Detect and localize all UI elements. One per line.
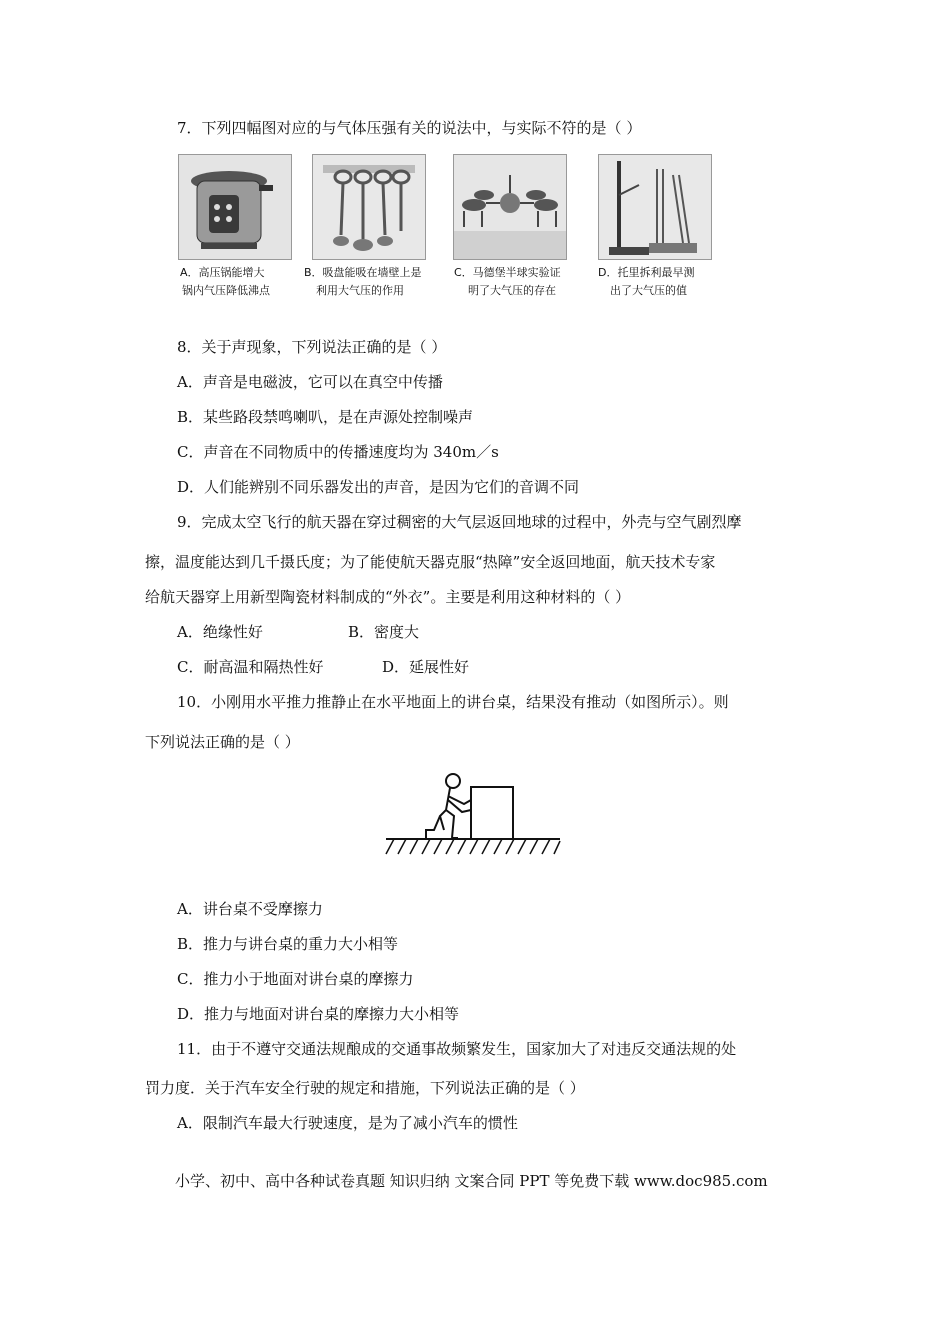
person-pushing-desk-diagram [380,770,565,860]
magdeburg-hemispheres-image [453,154,567,260]
q10-option-a: A．讲台桌不受摩擦力 [177,900,323,918]
q8-option-a: A．声音是电磁波，它可以在真空中传播 [177,373,443,391]
pressure-cooker-image [178,154,292,260]
q8-stem: 8．关于声现象，下列说法正确的是（ ） [177,338,447,356]
q9-option-d: D．延展性好 [382,658,470,676]
q10-option-b: B．推力与讲台桌的重力大小相等 [177,935,399,953]
q7-caption-d: D．托里拆利最早测 出了大气压的值 [598,266,695,297]
q11-stem-line1: 11．由于不遵守交通法规酿成的交通事故频繁发生，国家加大了对违反交通法规的处 [177,1040,737,1058]
q10-stem-line2: 下列说法正确的是（ ） [145,733,300,751]
q8-option-c: C．声音在不同物质中的传播速度均为 340m／s [177,443,499,461]
q7-caption-c: C．马德堡半球实验证 明了大气压的存在 [454,266,561,297]
q7-figures [178,154,708,304]
q9-stem-line3: 给航天器穿上用新型陶瓷材料制成的“外衣”。主要是利用这种材料的（ ） [145,588,631,606]
q9-option-b: B．密度大 [348,623,420,641]
q10-option-c: C．推力小于地面对讲台桌的摩擦力 [177,970,414,988]
q9-option-a: A．绝缘性好 [177,623,263,641]
torricelli-tube-image [598,154,712,260]
q11-stem-line2: 罚力度．关于汽车安全行驶的规定和措施，下列说法正确的是（ ） [145,1079,585,1097]
q9-stem-line1: 9．完成太空飞行的航天器在穿过稠密的大气层返回地球的过程中，外壳与空气剧烈摩 [177,513,742,531]
q7-stem: 7．下列四幅图对应的与气体压强有关的说法中，与实际不符的是（ ） [177,119,642,137]
q7-caption-a: A．高压锅能增大 锅内气压降低沸点 [180,266,270,297]
q8-option-d: D．人们能辨别不同乐器发出的声音，是因为它们的音调不同 [177,478,580,496]
q10-option-d: D．推力与地面对讲台桌的摩擦力大小相等 [177,1005,460,1023]
q7-caption-b: B．吸盘能吸在墙壁上是 利用大气压的作用 [304,266,422,297]
suction-cup-image [312,154,426,260]
q9-option-c: C．耐高温和隔热性好 [177,658,324,676]
q9-stem-line2: 擦，温度能达到几千摄氏度；为了能使航天器克服“热障”安全返回地面，航天技术专家 [145,553,716,571]
page-footer: 小学、初中、高中各种试卷真题 知识归纳 文案合同 PPT 等免费下载 www.doc985.com [175,1172,768,1190]
q11-option-a: A．限制汽车最大行驶速度，是为了减小汽车的惯性 [177,1114,518,1132]
q10-stem-line1: 10．小刚用水平推力推静止在水平地面上的讲台桌，结果没有推动（如图所示）。则 [177,693,729,711]
q8-option-b: B．某些路段禁鸣喇叭，是在声源处控制噪声 [177,408,474,426]
